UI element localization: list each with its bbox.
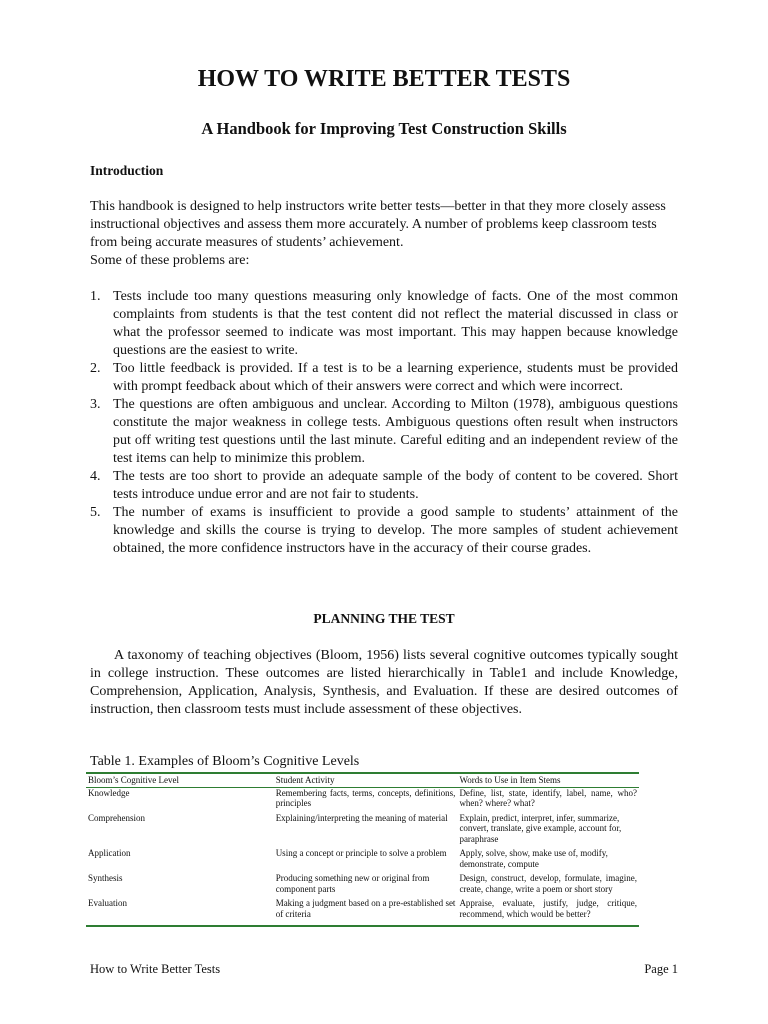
blooms-table [86, 772, 639, 927]
list-item-text: The questions are often ambiguous and unclear. According to Milton (1978), ambiguous questions constitute the major weakness in college tests. Ambiguous questions often result when instructors put off writing test questions until the last minute. Careful editing and an independent review of the test items can help to minimize this problem. [113, 397, 678, 466]
cell-level: Application [88, 848, 131, 858]
document-title: HOW TO WRITE BETTER TESTS [197, 66, 571, 92]
cell-level: Synthesis [88, 873, 123, 883]
list-item-number: 2. [90, 361, 101, 376]
cell-words: Apply, solve, show, make use of, modify, demonstrate, compute [459, 848, 608, 869]
planning-paragraph: A taxonomy of teaching objectives (Bloom, 1956) lists several cognitive outcomes typically sought in college instruction. These outcomes are listed hierarchically in Table1 and include Knowledge, Comprehension, Application, Analysis, Synthesis, and Evaluation. If these are desired outcomes of instruction, then classroom tests must include assessment of these objectives. [90, 648, 678, 717]
cell-words: Appraise, evaluate, justify, judge, critique, recommend, which would be better? [457, 898, 639, 926]
table-header-row [86, 773, 639, 787]
list-item-text: Too little feedback is provided. If a test is to be a learning experience, students must be provided with prompt feedback about which of their answers were correct and which were incorrect. [113, 361, 678, 394]
table-row [86, 848, 639, 873]
problems-list [90, 288, 678, 558]
column-header-words: Words to Use in Item Stems [457, 773, 639, 787]
planning-heading: PLANNING THE TEST [313, 611, 455, 626]
list-item-number: 1. [90, 289, 101, 304]
list-item-number: 3. [90, 397, 101, 412]
cell-words: Define, list, state, identify, label, name, who? when? where? what? [459, 787, 637, 808]
list-item-text: Tests include too many questions measuring only knowledge of facts. One of the most common complaints from students is that the test content did not reflect the material discussed in class or what the professor seemed to indicate was most important. This may happen because knowledge questions are the easiest to write. [113, 289, 678, 358]
list-item [90, 360, 678, 396]
column-header-level: Bloom’s Cognitive Level [86, 773, 274, 787]
table-row [86, 787, 639, 813]
cell-activity: Explaining/interpreting the meaning of material [275, 812, 448, 823]
cell-level: Comprehension [88, 812, 145, 823]
cell-activity: Making a judgment based on a pre-established set of criteria [274, 898, 458, 926]
cell-activity: Using a concept or principle to solve a problem [275, 848, 447, 858]
list-item-number: 4. [90, 469, 101, 484]
list-item [90, 396, 678, 468]
list-item-text: The tests are too short to provide an adequate sample of the body of content to be covered. Short tests introduce undue error and are not fair to students. [113, 469, 678, 502]
introduction-heading: Introduction [90, 163, 164, 178]
list-item [90, 468, 678, 504]
footer-title: How to Write Better Tests [90, 962, 221, 976]
list-item-text: The number of exams is insufficient to provide a good sample to students’ attainment of the knowledge and skills the course is trying to develop. The more samples of student achievement obtained, the more confidence instructors have in the accuracy of their course grades. [113, 505, 678, 556]
cell-activity: Producing something new or original from component parts [275, 873, 430, 894]
table-row [86, 813, 639, 849]
table-caption: Table 1. Examples of Bloom’s Cognitive Levels [90, 754, 360, 769]
table-row [86, 873, 639, 898]
problems-lead-in: Some of these problems are: [90, 253, 250, 268]
footer-page-number: Page 1 [644, 962, 678, 976]
cell-words: Design, construct, develop, formulate, imagine, create, change, write a poem or short story [459, 873, 637, 894]
table-row [86, 898, 639, 926]
cell-level: Evaluation [86, 898, 274, 926]
introduction-paragraph: This handbook is designed to help instructors write better tests—better in that they more closely assess instructional objectives and assess them more accurately. A number of problems keep classroom tests from being accurate measures of students’ achievement. [90, 199, 666, 250]
cell-words: Explain, predict, interpret, infer, summarize, convert, translate, give example, account for, paraphrase [459, 812, 622, 844]
document-subtitle: A Handbook for Improving Test Construction Skills [201, 119, 567, 138]
cell-activity: Remembering facts, terms, concepts, definitions, principles [275, 787, 456, 808]
list-item-number: 5. [90, 505, 101, 520]
list-item [90, 504, 678, 558]
list-item [90, 288, 678, 360]
column-header-activity: Student Activity [274, 773, 458, 787]
cell-level: Knowledge [88, 787, 130, 798]
